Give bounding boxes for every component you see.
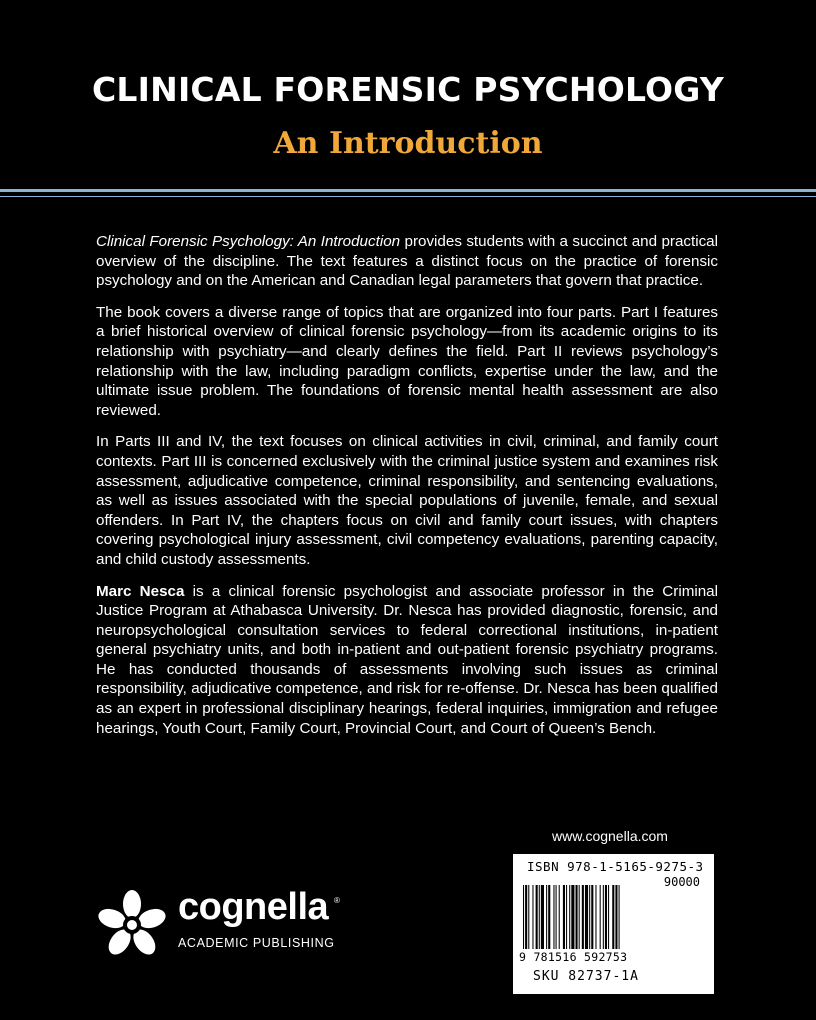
barcode-bar: [603, 885, 604, 949]
book-title: CLINICAL FORENSIC PSYCHOLOGY: [92, 70, 724, 109]
barcode-bar: [556, 885, 557, 949]
sku-number: SKU 82737-1A: [533, 969, 639, 984]
barcode-bar: [546, 885, 547, 949]
divider-rule-thin: [0, 196, 816, 197]
barcode-bar: [559, 885, 560, 949]
publisher-tagline: ACADEMIC PUBLISHING: [178, 936, 335, 950]
back-cover-description: [96, 232, 718, 750]
barcode-bar: [541, 885, 544, 949]
publisher-website: www.cognella.com: [552, 828, 668, 844]
book-title-italic: Clinical Forensic Psychology: An Introduction: [96, 233, 401, 250]
barcode-bar: [619, 885, 620, 949]
ean-digits: 9 781516 592753: [519, 950, 628, 964]
barcode-bar: [566, 885, 567, 949]
barcode-bar: [553, 885, 554, 949]
barcode-bar: [608, 885, 609, 949]
barcode-bar: [612, 885, 614, 949]
barcode-bar: [536, 885, 538, 949]
publisher-name: cognella: [178, 886, 329, 928]
barcode-bar: [532, 885, 533, 949]
description-paragraph-2: The book covers a diverse range of topics that are organized into four parts. Part I features a brief historical overview of clinical forensic psychology—from its academic origins to its relationship with psychiatry—and clearly defines the field. Part II reviews psychology’s relationship with the law, including paradigm conflicts, expertise under the law, and the ultimate issue problem. The foundations of forensic mental health assessment are also reviewed.: [96, 303, 718, 419]
registered-mark: ®: [334, 896, 340, 905]
divider-rule: [0, 189, 816, 192]
price-code: 90000: [663, 875, 700, 889]
barcode-bar: [525, 885, 527, 949]
barcode-panel: [513, 854, 714, 994]
book-subtitle: An Introduction: [273, 126, 543, 161]
barcode-icon: [523, 885, 704, 949]
barcode-bar: [569, 885, 570, 949]
barcode-bar: [605, 885, 607, 949]
barcode-bar: [576, 885, 578, 949]
description-paragraph-1: Clinical Forensic Psychology: An Introduction provides students with a succinct and practical overview of the discipline. The text features a distinct focus on the practice of forensic psychology and on the American and Canadian legal parameters that govern that practice.: [96, 233, 718, 290]
barcode-bar: [615, 885, 617, 949]
barcode-bar: [582, 885, 584, 949]
barcode-bar: [563, 885, 565, 949]
author-name: Marc Nesca: [96, 582, 185, 600]
barcode-bar: [528, 885, 529, 949]
barcode-bar: [548, 885, 550, 949]
author-bio: Marc Nesca is a clinical forensic psychologist and associate professor in the Criminal Justice Program at Athabasca University. Dr. Nesca has provided diagnostic, forensic, and neuropsychological consultation services to federal correctional institutions, in-patient general psychiatry units, and both in-patient and out-patient forensic psychiatry programs. He has conducted thousands of assessments involving such issues as criminal responsibility, adjudicative competence, and risk for re-offense. Dr. Nesca has been qualified as an expert in professional disciplinary hearings, federal inquiries, immigration and refugee hearings, Youth Court, Family Court, Provincial Court, and Court of Queen’s Bench.: [96, 582, 718, 737]
barcode-bar: [539, 885, 540, 949]
barcode-bar: [571, 885, 574, 949]
description-paragraph-3: In Parts III and IV, the text focuses on clinical activities in civil, criminal, and family court contexts. Part III is concerned exclusively with the criminal justice system and examines risk assessment, adjudicative competence, criminal responsibility, and sentencing evaluations, as well as issues associated with the special populations of juvenile, female, and sexual offenders. In Part IV, the chapters focus on civil and family court issues, with chapters covering psychological injury assessment, civil competency evaluations, parenting capacity, and child custody assessments.: [96, 433, 718, 568]
barcode-bar: [591, 885, 593, 949]
barcode-bar: [579, 885, 580, 949]
barcode-bar: [585, 885, 588, 949]
barcode-bar: [589, 885, 590, 949]
barcode-bar: [523, 885, 524, 949]
barcode-bar: [595, 885, 596, 949]
isbn-number: ISBN 978-1-5165-9275-3: [527, 859, 704, 874]
barcode-bar: [600, 885, 601, 949]
